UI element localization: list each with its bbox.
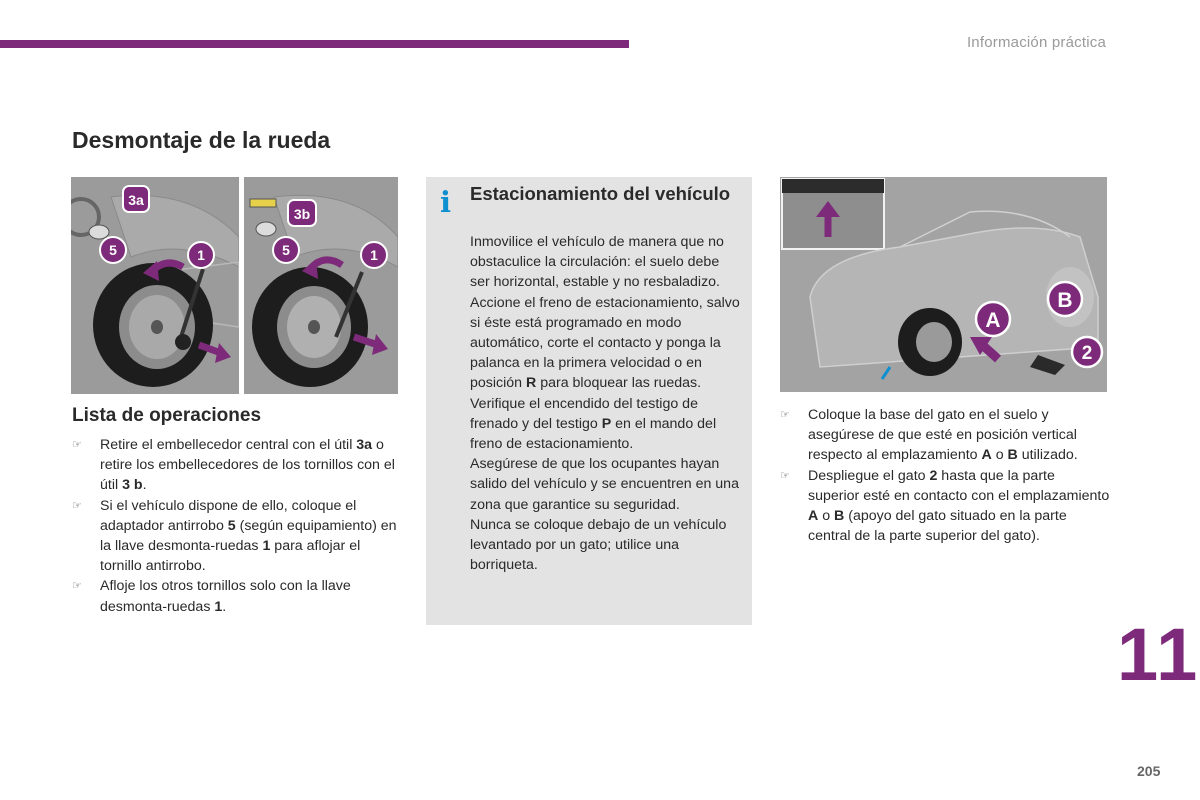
info-paragraph: Inmovilice el vehículo de manera que no obstaculice la circulación: el suelo debe ser horizontal, estable y no resbaladizo. (470, 234, 724, 291)
bold-ref: 5 (227, 517, 236, 534)
svg-text:1: 1 (197, 247, 205, 263)
callout-1 (188, 242, 214, 268)
bold-ref: R (526, 375, 537, 392)
svg-text:1: 1 (370, 247, 378, 263)
callout-5 (273, 237, 299, 263)
callout-A (976, 302, 1010, 336)
info-title: Estacionamiento del vehículo (470, 183, 731, 204)
callout-5 (100, 237, 126, 263)
callout-3a (123, 186, 149, 212)
info-paragraph: Verifique el encendido del testigo de frenado y del testigo P en el mando del freno de estacionamiento. (470, 395, 717, 453)
svg-text:A: A (985, 309, 1001, 332)
wheel-removal-figure-3b (244, 177, 398, 394)
info-box (426, 177, 752, 625)
info-paragraph: Asegúrese de que los ocupantes hayan salido del vehículo y se encuentren en una zona que garantice su seguridad. (470, 456, 739, 513)
svg-text:5: 5 (282, 242, 290, 258)
info-paragraph: Nunca se coloque debajo de un vehículo levantado por un gato; utilice una borriqueta. (470, 516, 727, 574)
bold-ref: 3 b (122, 477, 143, 494)
bold-ref: A (808, 508, 819, 525)
header-section-title: Información práctica (966, 34, 1106, 51)
page-number: 205 (1137, 763, 1161, 779)
callout-B (1048, 282, 1082, 316)
hand-pointing-icon: ☞ (72, 580, 82, 593)
bold-ref: B (1007, 447, 1018, 464)
callout-1 (361, 242, 387, 268)
bold-ref: 1 (214, 598, 223, 615)
list-item: ☞ Afloje los otros tornillos solo con la llave desmonta-ruedas 1. (72, 578, 351, 615)
callout-3b (288, 200, 316, 226)
hand-pointing-icon: ☞ (72, 439, 82, 451)
info-body (470, 232, 742, 575)
header-accent-bar (0, 40, 629, 48)
svg-text:2: 2 (1081, 343, 1093, 364)
list-item: ☞ Coloque la base del gato en el suelo y asegúrese de que esté en posición vertical respecto al emplazamiento A o B utilizado. (780, 407, 1078, 464)
chapter-number: 11 (1117, 613, 1200, 696)
info-paragraph: Accione el freno de estacionamiento, salvo si éste está programado en modo automático, corte el contacto y ponga la palanca en la primera velocidad o en posición R para bloquear las ruedas. (470, 294, 740, 392)
page-title: Desmontaje de la rueda (72, 127, 331, 153)
bold-ref: 1 (262, 538, 271, 555)
jack-placement-figure (780, 177, 1107, 392)
operations-list (72, 435, 402, 617)
bold-ref: P (601, 415, 612, 432)
list-item: ☞ Retire el embellecedor central con el útil 3a o retire los embellecedores de los tornillos con el útil 3 b. (72, 437, 395, 494)
svg-text:5: 5 (109, 242, 117, 258)
hand-pointing-icon: ☞ (72, 499, 82, 512)
svg-text:3a: 3a (128, 192, 144, 208)
jack-steps-list (780, 405, 1110, 546)
wheel-removal-figure-3a (71, 177, 239, 394)
bold-ref: 2 (929, 467, 938, 484)
info-icon: i (440, 185, 452, 219)
svg-text:B: B (1057, 289, 1073, 312)
hand-pointing-icon: ☞ (780, 469, 790, 482)
operations-heading: Lista de operaciones (72, 405, 262, 426)
hand-pointing-icon: ☞ (780, 409, 790, 421)
list-item: ☞ Despliegue el gato 2 hasta que la parte superior esté en contacto con el emplazamiento A o B (apoyo del gato situado en la parte central de la parte superior del gato). (780, 467, 1110, 545)
list-item: ☞ Si el vehículo dispone de ello, coloque el adaptador antirrobo 5 (según equipamiento) en la llave desmonta-ruedas 1 para aflojar el tornillo antirrobo. (72, 497, 397, 575)
callout-2 (1072, 337, 1102, 367)
bold-ref: B (834, 508, 845, 525)
bold-ref: A (981, 447, 992, 464)
bold-ref: 3a (356, 437, 373, 453)
svg-text:3b: 3b (293, 206, 311, 222)
